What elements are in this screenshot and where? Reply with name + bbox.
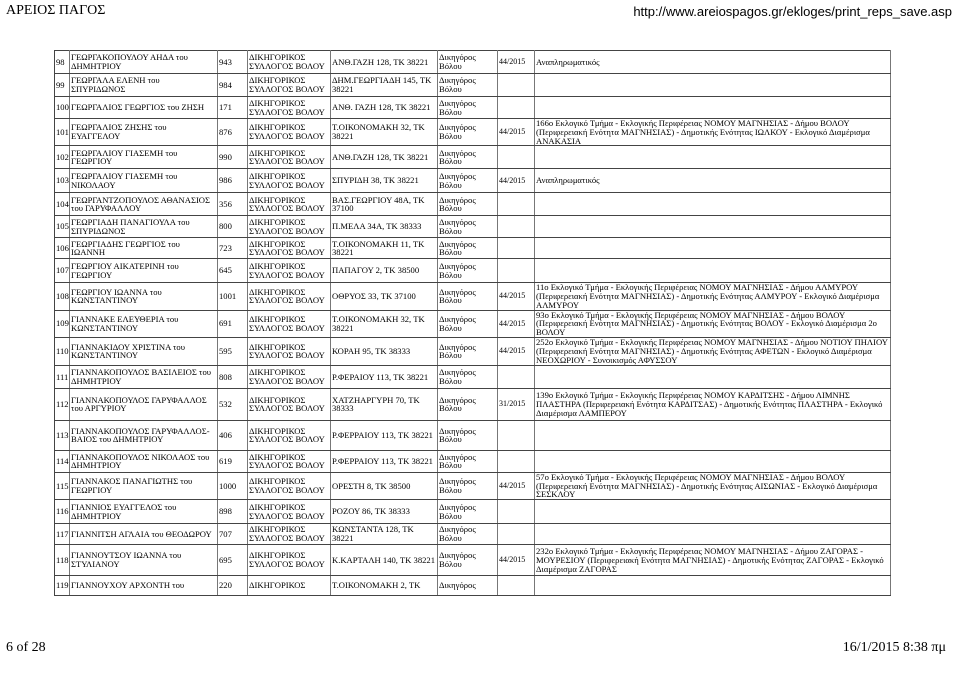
registry-number: 406 (218, 420, 248, 450)
row-number: 117 (55, 524, 70, 545)
registry-number: 943 (218, 51, 248, 74)
role: Δικηγόρος Βόλου (438, 472, 498, 499)
decision-number: 44/2015 (498, 310, 535, 337)
address: Ρ.ΦΕΡΡΑΙΟΥ 113, ΤΚ 38221 (331, 450, 438, 472)
assignment (535, 450, 891, 472)
bar-association: ΔΙΚΗΓΟΡΙΚΟΣ (248, 576, 331, 596)
assignment: 11ο Εκλογικό Τμήμα - Εκλογικής Περιφέρειας ΝΟΜΟΥ ΜΑΓΝΗΣΙΑΣ - Δήμου ΑΛΜΥΡΟΥ (Περιφερειακή Ενότητα ΜΑΓΝΗΣΙΑΣ) - Δημοτικής Ενότητας ΑΛΜΥΡΟΥ - Εκλογικό Διαμέρισμα ΑΛΜΥΡΟΥ (535, 283, 891, 310)
decision-number (498, 500, 535, 524)
print-datetime: 16/1/2015 8:38 πμ (842, 640, 946, 655)
assignment: Αναπληρωματικός (535, 51, 891, 74)
bar-association: ΔΙΚΗΓΟΡΙΚΟΣ ΣΥΛΛΟΓΟΣ ΒΟΛΟΥ (248, 365, 331, 388)
table-row (55, 238, 891, 259)
assignment (535, 524, 891, 545)
role: Δικηγόρος Βόλου (438, 169, 498, 193)
bar-association: ΔΙΚΗΓΟΡΙΚΟΣ ΣΥΛΛΟΓΟΣ ΒΟΛΟΥ (248, 283, 331, 310)
lawyer-name: ΓΕΩΡΓΙΑΔΗ ΠΑΝΑΓΙΟΥΛΑ του ΣΠΥΡΙΔΩΝΟΣ (70, 216, 218, 238)
decision-number (498, 576, 535, 596)
address: ΧΑΤΖΗΑΡΓΥΡΗ 70, ΤΚ 38333 (331, 388, 438, 420)
table-row (55, 388, 891, 420)
registry-number: 595 (218, 337, 248, 365)
assignment: 139ο Εκλογικό Τμήμα - Εκλογικής Περιφέρειας ΝΟΜΟΥ ΚΑΡΔΙΤΣΗΣ - Δήμου ΛΙΜΝΗΣ ΠΛΑΣΤΗΡΑ (Περιφερειακή Ενότητα ΚΑΡΔΙΤΣΑΣ) - Δημοτικής Ενότητας ΠΛΑΣΤΗΡΑ - Εκλογικό Διαμέρισμα ΛΑΜΠΕΡΟΥ (535, 388, 891, 420)
bar-association: ΔΙΚΗΓΟΡΙΚΟΣ ΣΥΛΛΟΓΟΣ ΒΟΛΟΥ (248, 119, 331, 146)
address: ΣΠΥΡΙΔΗ 38, ΤΚ 38221 (331, 169, 438, 193)
lawyer-name: ΓΕΩΡΓΑΛΙΟΥ ΓΙΑΣΕΜΗ του ΓΕΩΡΓΙΟΥ (70, 146, 218, 169)
registry-number: 707 (218, 524, 248, 545)
registry-number: 990 (218, 146, 248, 169)
assignment: 252ο Εκλογικό Τμήμα - Εκλογικής Περιφέρειας ΝΟΜΟΥ ΜΑΓΝΗΣΙΑΣ - Δήμου ΝΟΤΙΟΥ ΠΗΛΙΟΥ (Περιφερειακή Ενότητα ΜΑΓΝΗΣΙΑΣ) - Δημοτικής Ενότητας ΑΦΕΤΩΝ - Εκλογικό Διαμέρισμα ΝΕΟΧΩΡΙΟΥ - Συνοικισμός ΑΦΥΣΣΟΥ (535, 337, 891, 365)
table-row (55, 119, 891, 146)
assignment (535, 146, 891, 169)
row-number: 113 (55, 420, 70, 450)
row-number: 109 (55, 310, 70, 337)
registry-number: 691 (218, 310, 248, 337)
bar-association: ΔΙΚΗΓΟΡΙΚΟΣ ΣΥΛΛΟΓΟΣ ΒΟΛΟΥ (248, 169, 331, 193)
lawyer-name: ΓΕΩΡΓΑΝΤΖΟΠΟΥΛΟΣ ΑΘΑΝΑΣΙΟΣ του ΓΑΡΥΦΑΛΛΟΥ (70, 193, 218, 216)
registry-number: 171 (218, 97, 248, 119)
table-row (55, 576, 891, 596)
decision-number: 44/2015 (498, 169, 535, 193)
decision-number (498, 365, 535, 388)
row-number: 118 (55, 545, 70, 576)
row-number: 104 (55, 193, 70, 216)
decision-number: 44/2015 (498, 283, 535, 310)
bar-association: ΔΙΚΗΓΟΡΙΚΟΣ ΣΥΛΛΟΓΟΣ ΒΟΛΟΥ (248, 545, 331, 576)
registry-number: 723 (218, 238, 248, 259)
table-row (55, 193, 891, 216)
assignment (535, 365, 891, 388)
registry-number: 876 (218, 119, 248, 146)
address: ΑΝΘ.ΓΑΖΗ 128, ΤΚ 38221 (331, 51, 438, 74)
lawyer-name: ΓΙΑΝΝΑΚΟΠΟΥΛΟΣ ΝΙΚΟΛΑΟΣ του ΔΗΜΗΤΡΙΟΥ (70, 450, 218, 472)
row-number: 114 (55, 450, 70, 472)
assignment (535, 216, 891, 238)
role: Δικηγόρος Βόλου (438, 238, 498, 259)
decision-number (498, 216, 535, 238)
registry-number: 645 (218, 259, 248, 283)
decision-number: 44/2015 (498, 545, 535, 576)
lawyer-name: ΓΕΩΡΓΑΛΑ ΕΛΕΝΗ του ΣΠΥΡΙΔΩΝΟΣ (70, 74, 218, 97)
bar-association: ΔΙΚΗΓΟΡΙΚΟΣ ΣΥΛΛΟΓΟΣ ΒΟΛΟΥ (248, 450, 331, 472)
bar-association: ΔΙΚΗΓΟΡΙΚΟΣ ΣΥΛΛΟΓΟΣ ΒΟΛΟΥ (248, 193, 331, 216)
role: Δικηγόρος Βόλου (438, 500, 498, 524)
address: Τ.ΟΙΚΟΝΟΜΑΚΗ 32, ΤΚ 38221 (331, 310, 438, 337)
decision-number (498, 74, 535, 97)
address: ΠΑΠΑΓΟΥ 2, ΤΚ 38500 (331, 259, 438, 283)
table-row (55, 259, 891, 283)
decision-number: 44/2015 (498, 337, 535, 365)
address: Τ.ΟΙΚΟΝΟΜΑΚΗ 32, ΤΚ 38221 (331, 119, 438, 146)
address: ΔΗΜ.ΓΕΩΡΓΙΑΔΗ 145, ΤΚ 38221 (331, 74, 438, 97)
registry-number: 532 (218, 388, 248, 420)
registry-number: 619 (218, 450, 248, 472)
lawyer-name: ΓΕΩΡΓΙΑΔΗΣ ΓΕΩΡΓΙΟΣ του ΙΩΑΝΝΗ (70, 238, 218, 259)
table-row (55, 524, 891, 545)
row-number: 116 (55, 500, 70, 524)
address: ΡΟΖΟΥ 86, ΤΚ 38333 (331, 500, 438, 524)
page-title: ΑΡΕΙΟΣ ΠΑΓΟΣ (6, 3, 106, 18)
table-row (55, 450, 891, 472)
lawyer-name: ΓΕΩΡΓΑΛΙΟΣ ΖΗΣΗΣ του ΕΥΑΓΓΕΛΟΥ (70, 119, 218, 146)
role: Δικηγόρος Βόλου (438, 450, 498, 472)
decision-number: 44/2015 (498, 119, 535, 146)
row-number: 102 (55, 146, 70, 169)
bar-association: ΔΙΚΗΓΟΡΙΚΟΣ ΣΥΛΛΟΓΟΣ ΒΟΛΟΥ (248, 146, 331, 169)
assignment: 93ο Εκλογικό Τμήμα - Εκλογικής Περιφέρειας ΝΟΜΟΥ ΜΑΓΝΗΣΙΑΣ - Δήμου ΒΟΛΟΥ (Περιφερειακή Ενότητα ΜΑΓΝΗΣΙΑΣ) - Δημοτικής Ενότητας ΒΟΛΟΥ - Εκλογικό Διαμέρισμα 2ο ΒΟΛΟΥ (535, 310, 891, 337)
decision-number (498, 259, 535, 283)
row-number: 99 (55, 74, 70, 97)
row-number: 111 (55, 365, 70, 388)
decision-number: 44/2015 (498, 472, 535, 499)
decision-number (498, 193, 535, 216)
address: Ρ.ΦΕΡΡΑΙΟΥ 113, ΤΚ 38221 (331, 420, 438, 450)
address: Κ.ΚΑΡΤΑΛΗ 140, ΤΚ 38221 (331, 545, 438, 576)
decision-number (498, 97, 535, 119)
role: Δικηγόρος Βόλου (438, 420, 498, 450)
registry-number: 808 (218, 365, 248, 388)
address: ΑΝΘ.ΓΑΖΗ 128, ΤΚ 38221 (331, 146, 438, 169)
decision-number (498, 524, 535, 545)
decision-number: 44/2015 (498, 51, 535, 74)
bar-association: ΔΙΚΗΓΟΡΙΚΟΣ ΣΥΛΛΟΓΟΣ ΒΟΛΟΥ (248, 259, 331, 283)
role: Δικηγόρος Βόλου (438, 146, 498, 169)
bar-association: ΔΙΚΗΓΟΡΙΚΟΣ ΣΥΛΛΟΓΟΣ ΒΟΛΟΥ (248, 51, 331, 74)
address: Τ.ΟΙΚΟΝΟΜΑΚΗ 2, ΤΚ (331, 576, 438, 596)
row-number: 112 (55, 388, 70, 420)
decision-number (498, 450, 535, 472)
bar-association: ΔΙΚΗΓΟΡΙΚΟΣ ΣΥΛΛΟΓΟΣ ΒΟΛΟΥ (248, 74, 331, 97)
bar-association: ΔΙΚΗΓΟΡΙΚΟΣ ΣΥΛΛΟΓΟΣ ΒΟΛΟΥ (248, 388, 331, 420)
role: Δικηγόρος Βόλου (438, 119, 498, 146)
address: Τ.ΟΙΚΟΝΟΜΑΚΗ 11, ΤΚ 38221 (331, 238, 438, 259)
assignment (535, 576, 891, 596)
assignment: Αναπληρωματικός (535, 169, 891, 193)
address: ΚΩΝΣΤΑΝΤΑ 128, ΤΚ 38221 (331, 524, 438, 545)
decision-number (498, 146, 535, 169)
address: ΚΟΡΑΗ 95, ΤΚ 38333 (331, 337, 438, 365)
assignment (535, 238, 891, 259)
row-number: 107 (55, 259, 70, 283)
decision-number (498, 238, 535, 259)
row-number: 110 (55, 337, 70, 365)
assignment: 232ο Εκλογικό Τμήμα - Εκλογικής Περιφέρειας ΝΟΜΟΥ ΜΑΓΝΗΣΙΑΣ - Δήμου ΖΑΓΟΡΑΣ - ΜΟΥΡΕΣΙΟΥ (Περιφερειακή Ενότητα ΜΑΓΝΗΣΙΑΣ) - Δημοτικής Ενότητας ΖΑΓΟΡΑΣ - Εκλογικό Διαμέρισμα ΖΑΓΟΡΑΣ (535, 545, 891, 576)
lawyer-name: ΓΙΑΝΝΙΤΣΗ ΑΓΛΑΙΑ του ΘΕΟΔΩΡΟΥ (70, 524, 218, 545)
role: Δικηγόρος Βόλου (438, 310, 498, 337)
lawyer-name: ΓΕΩΡΓΙΟΥ ΑΙΚΑΤΕΡΙΝΗ του ΓΕΩΡΓΙΟΥ (70, 259, 218, 283)
table-row (55, 365, 891, 388)
row-number: 115 (55, 472, 70, 499)
assignment (535, 259, 891, 283)
table-row (55, 337, 891, 365)
assignment (535, 420, 891, 450)
role: Δικηγόρος (438, 576, 498, 596)
bar-association: ΔΙΚΗΓΟΡΙΚΟΣ ΣΥΛΛΟΓΟΣ ΒΟΛΟΥ (248, 337, 331, 365)
lawyer-name: ΓΙΑΝΝΟΥΧΟΥ ΑΡΧΟΝΤΗ του (70, 576, 218, 596)
registry-number: 800 (218, 216, 248, 238)
table-row (55, 283, 891, 310)
row-number: 105 (55, 216, 70, 238)
assignment (535, 74, 891, 97)
table-row (55, 545, 891, 576)
address: ΟΡΕΣΤΗ 8, ΤΚ 38500 (331, 472, 438, 499)
registry-number: 984 (218, 74, 248, 97)
address: ΒΑΣ.ΓΕΩΡΓΙΟΥ 48Α, ΤΚ 37100 (331, 193, 438, 216)
registry-number: 356 (218, 193, 248, 216)
print-header (0, 0, 960, 22)
bar-association: ΔΙΚΗΓΟΡΙΚΟΣ ΣΥΛΛΟΓΟΣ ΒΟΛΟΥ (248, 500, 331, 524)
lawyer-name: ΓΙΑΝΝΑΚΟΠΟΥΛΟΣ ΒΑΣΙΛΕΙΟΣ του ΔΗΜΗΤΡΙΟΥ (70, 365, 218, 388)
role: Δικηγόρος Βόλου (438, 283, 498, 310)
registry-number: 898 (218, 500, 248, 524)
bar-association: ΔΙΚΗΓΟΡΙΚΟΣ ΣΥΛΛΟΓΟΣ ΒΟΛΟΥ (248, 420, 331, 450)
bar-association: ΔΙΚΗΓΟΡΙΚΟΣ ΣΥΛΛΟΓΟΣ ΒΟΛΟΥ (248, 472, 331, 499)
lawyer-name: ΓΙΑΝΝΑΚΟΠΟΥΛΟΣ ΓΑΡΥΦΑΛΛΟΣ-ΒΑΙΟΣ του ΔΗΜΗΤΡΙΟΥ (70, 420, 218, 450)
role: Δικηγόρος Βόλου (438, 74, 498, 97)
assignment: 57ο Εκλογικό Τμήμα - Εκλογικής Περιφέρειας ΝΟΜΟΥ ΜΑΓΝΗΣΙΑΣ - Δήμου ΒΟΛΟΥ (Περιφερειακή Ενότητα ΜΑΓΝΗΣΙΑΣ) - Δημοτικής Ενότητας ΑΙΣΩΝΙΑΣ - Εκλογικό Διαμέρισμα ΣΕΣΚΛΟΥ (535, 472, 891, 499)
assignment: 166ο Εκλογικό Τμήμα - Εκλογικής Περιφέρειας ΝΟΜΟΥ ΜΑΓΝΗΣΙΑΣ - Δήμου ΒΟΛΟΥ (Περιφερειακή Ενότητα ΜΑΓΝΗΣΙΑΣ) - Δημοτικής Ενότητας ΙΩΛΚΟΥ - Εκλογικό Διαμέρισμα ΑΝΑΚΑΣΙΑ (535, 119, 891, 146)
lawyer-name: ΓΕΩΡΓΙΟΥ ΙΩΑΝΝΑ του ΚΩΝΣΤΑΝΤΙΝΟΥ (70, 283, 218, 310)
page-url[interactable]: http://www.areiospagos.gr/ekloges/print_reps_save.asp (633, 3, 952, 19)
decision-number (498, 420, 535, 450)
lawyers-table (54, 50, 891, 596)
assignment (535, 193, 891, 216)
lawyer-name: ΓΙΑΝΝΑΚΙΔΟΥ ΧΡΙΣΤΙΝΑ του ΚΩΝΣΤΑΝΤΙΝΟΥ (70, 337, 218, 365)
address: Ρ.ΦΕΡΑΙΟΥ 113, ΤΚ 38221 (331, 365, 438, 388)
lawyer-name: ΓΙΑΝΝΑΚΕ ΕΛΕΥΘΕΡΙΑ του ΚΩΝΣΤΑΝΤΙΝΟΥ (70, 310, 218, 337)
address: Π.ΜΕΛΑ 34Α, ΤΚ 38333 (331, 216, 438, 238)
role: Δικηγόρος Βόλου (438, 216, 498, 238)
lawyer-name: ΓΙΑΝΝΑΚΟΣ ΠΑΝΑΓΙΩΤΗΣ του ΓΕΩΡΓΙΟΥ (70, 472, 218, 499)
page-indicator: 6 of 28 (6, 640, 46, 655)
lawyer-name: ΓΕΩΡΓΑΛΙΟΥ ΓΙΑΣΕΜΗ του ΝΙΚΟΛΑΟΥ (70, 169, 218, 193)
registry-number: 695 (218, 545, 248, 576)
lawyer-name: ΓΕΩΡΓΑΚΟΠΟΥΛΟΥ ΑΗΔΑ του ΔΗΜΗΤΡΙΟΥ (70, 51, 218, 74)
table-row (55, 97, 891, 119)
registry-number: 1001 (218, 283, 248, 310)
table-row (55, 420, 891, 450)
role: Δικηγόρος Βόλου (438, 524, 498, 545)
table-row (55, 310, 891, 337)
bar-association: ΔΙΚΗΓΟΡΙΚΟΣ ΣΥΛΛΟΓΟΣ ΒΟΛΟΥ (248, 216, 331, 238)
bar-association: ΔΙΚΗΓΟΡΙΚΟΣ ΣΥΛΛΟΓΟΣ ΒΟΛΟΥ (248, 238, 331, 259)
assignment (535, 97, 891, 119)
role: Δικηγόρος Βόλου (438, 388, 498, 420)
registry-number: 220 (218, 576, 248, 596)
role: Δικηγόρος Βόλου (438, 193, 498, 216)
role: Δικηγόρος Βόλου (438, 545, 498, 576)
row-number: 101 (55, 119, 70, 146)
row-number: 100 (55, 97, 70, 119)
table-row (55, 169, 891, 193)
table-row (55, 146, 891, 169)
address: ΑΝΘ. ΓΑΖΗ 128, ΤΚ 38221 (331, 97, 438, 119)
registry-number: 986 (218, 169, 248, 193)
role: Δικηγόρος Βόλου (438, 365, 498, 388)
lawyer-name: ΓΙΑΝΝΑΚΟΠΟΥΛΟΣ ΓΑΡΥΦΑΛΛΟΣ του ΑΡΓΥΡΙΟΥ (70, 388, 218, 420)
table-row (55, 216, 891, 238)
row-number: 119 (55, 576, 70, 596)
role: Δικηγόρος Βόλου (438, 337, 498, 365)
role: Δικηγόρος Βόλου (438, 259, 498, 283)
decision-number: 31/2015 (498, 388, 535, 420)
bar-association: ΔΙΚΗΓΟΡΙΚΟΣ ΣΥΛΛΟΓΟΣ ΒΟΛΟΥ (248, 310, 331, 337)
row-number: 98 (55, 51, 70, 74)
table-row (55, 472, 891, 499)
bar-association: ΔΙΚΗΓΟΡΙΚΟΣ ΣΥΛΛΟΓΟΣ ΒΟΛΟΥ (248, 524, 331, 545)
lawyer-name: ΓΕΩΡΓΑΛΙΟΣ ΓΕΩΡΓΙΟΣ του ΖΗΣΗ (70, 97, 218, 119)
registry-number: 1000 (218, 472, 248, 499)
role: Δικηγόρος Βόλου (438, 51, 498, 74)
lawyer-name: ΓΙΑΝΝΙΟΣ ΕΥΑΓΓΕΛΟΣ του ΔΗΜΗΤΡΙΟΥ (70, 500, 218, 524)
table-row (55, 500, 891, 524)
assignment (535, 500, 891, 524)
table-row (55, 74, 891, 97)
role: Δικηγόρος Βόλου (438, 97, 498, 119)
print-footer (0, 636, 960, 660)
row-number: 108 (55, 283, 70, 310)
lawyer-name: ΓΙΑΝΝΟΥΤΣΟΥ ΙΩΑΝΝΑ του ΣΤΥΛΙΑΝΟΥ (70, 545, 218, 576)
table-row (55, 51, 891, 74)
address: ΟΘΡΥΟΣ 33, ΤΚ 37100 (331, 283, 438, 310)
row-number: 103 (55, 169, 70, 193)
row-number: 106 (55, 238, 70, 259)
bar-association: ΔΙΚΗΓΟΡΙΚΟΣ ΣΥΛΛΟΓΟΣ ΒΟΛΟΥ (248, 97, 331, 119)
